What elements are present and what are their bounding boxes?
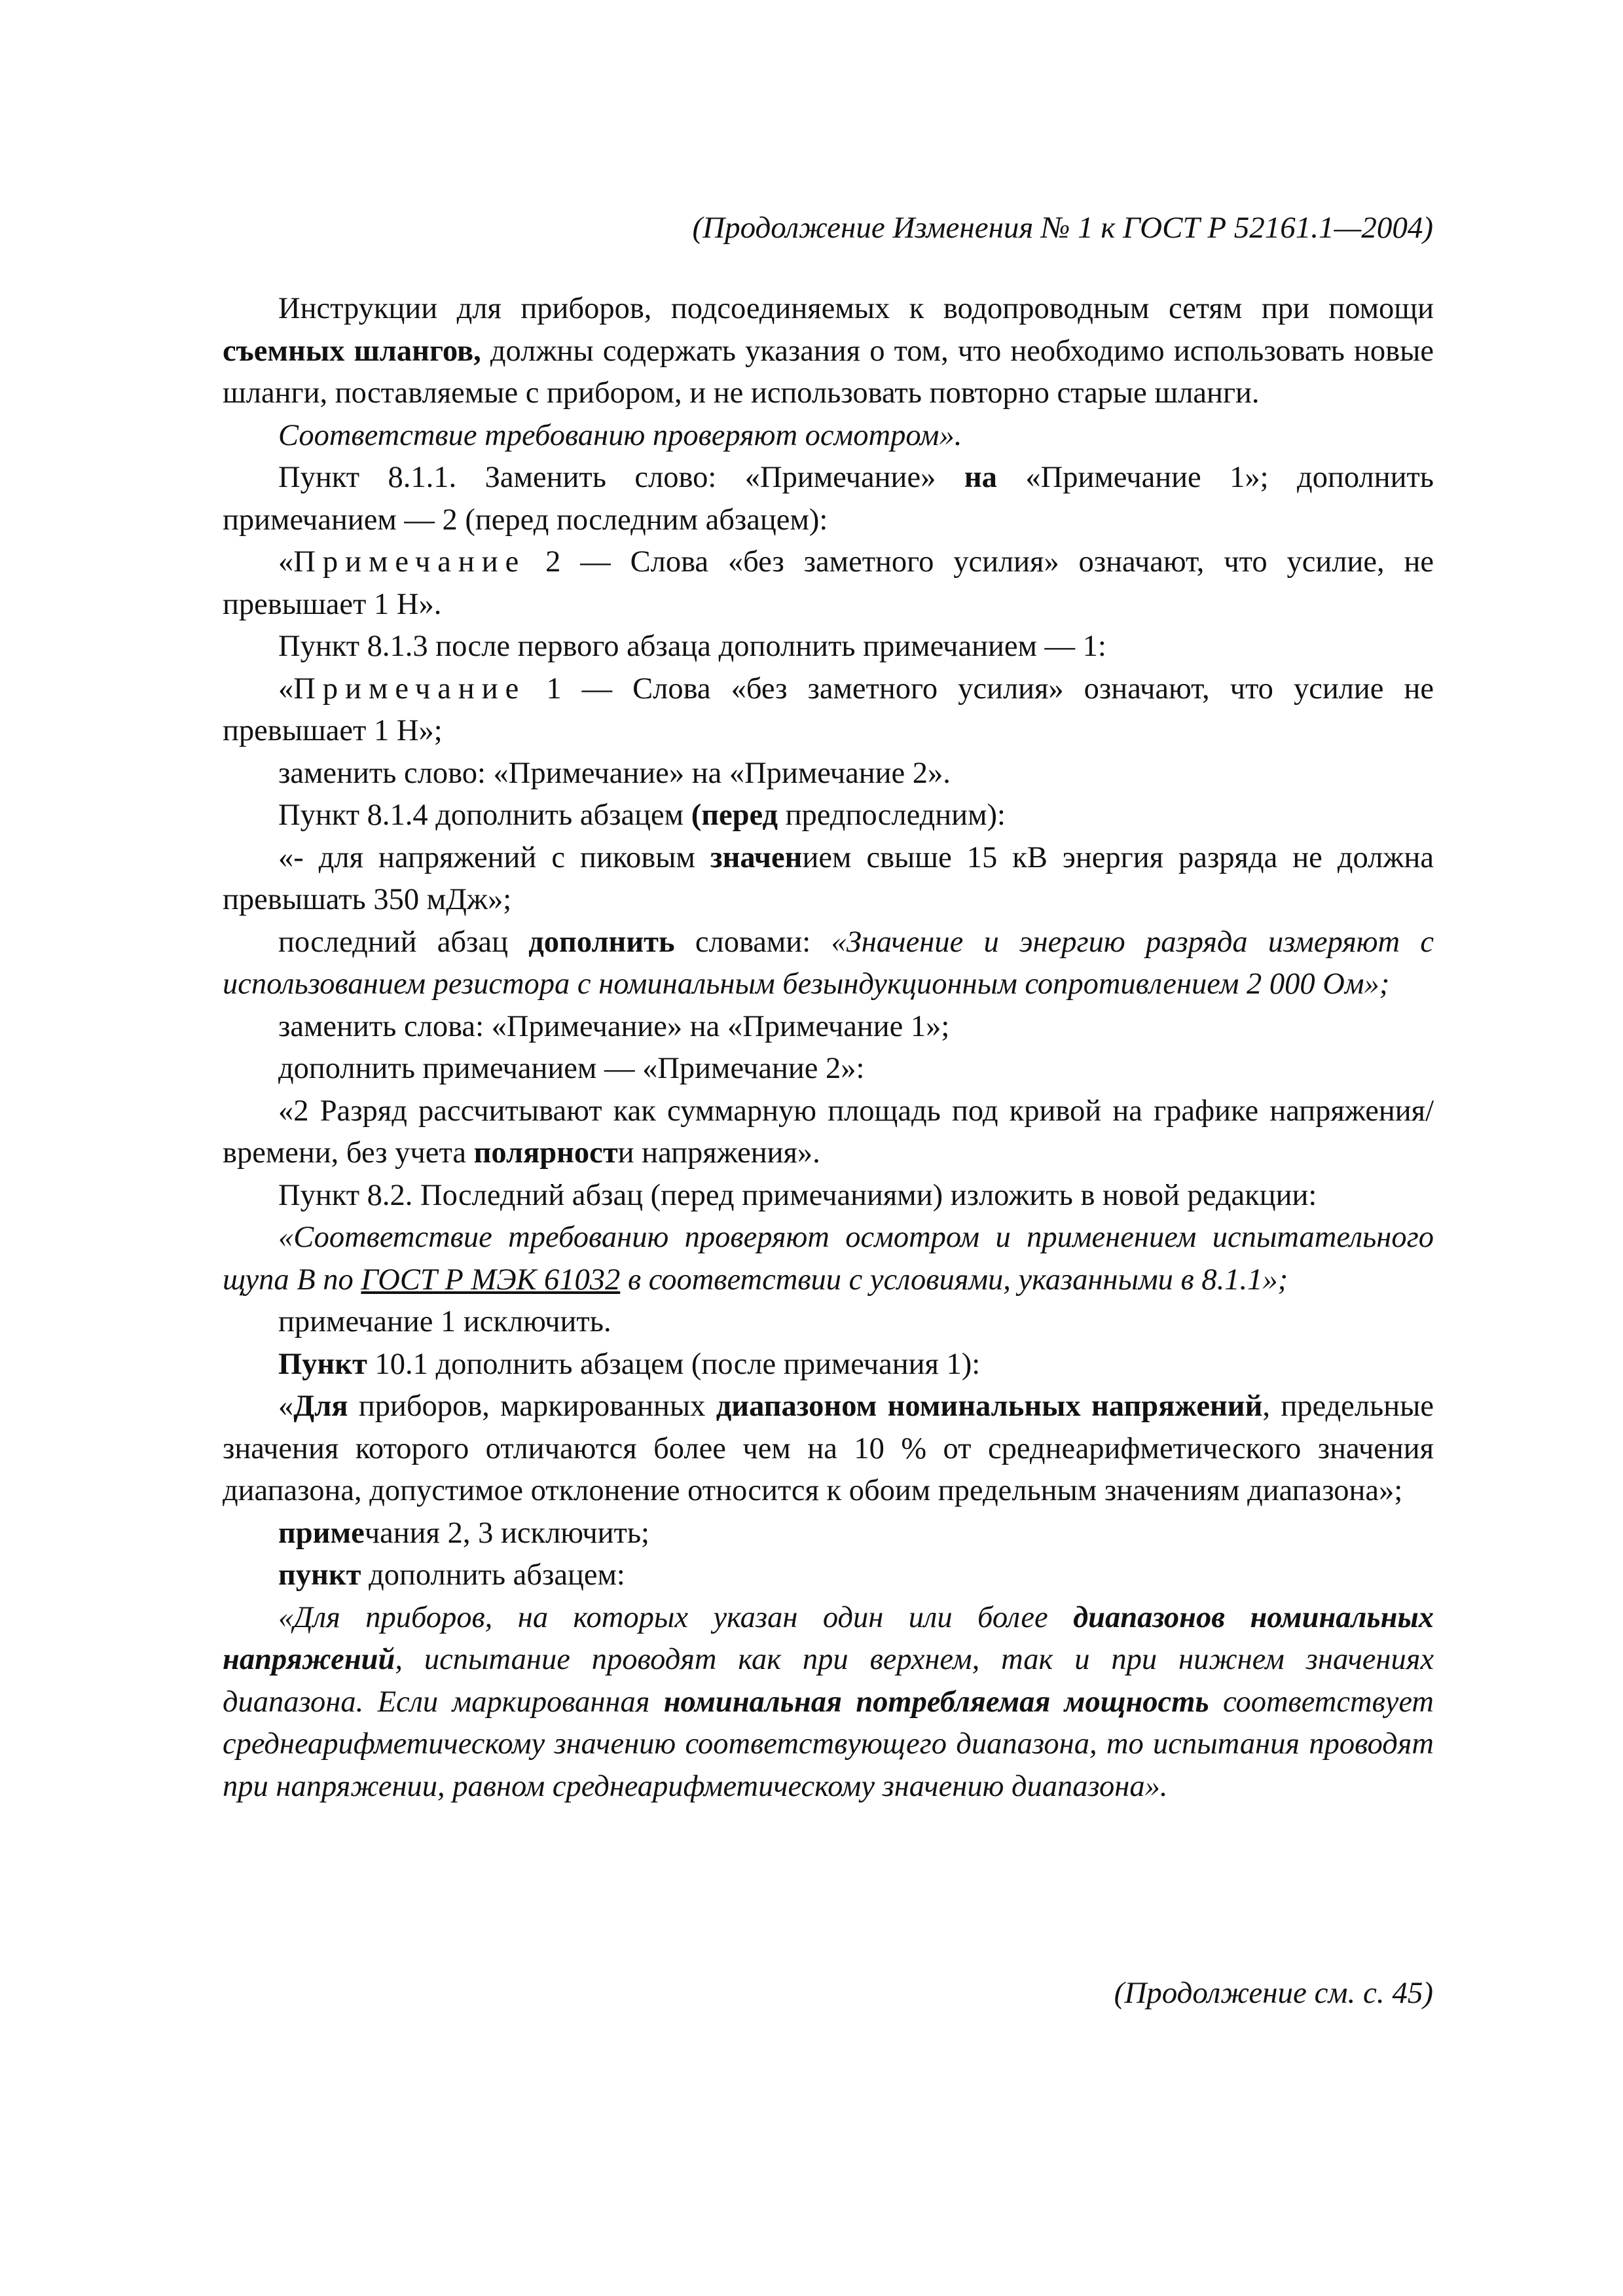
text-run: 2 — Слова «без заметного усилия» означают, что усилие, не превышает 1 Н». xyxy=(223,545,1434,621)
paragraph xyxy=(223,1301,1434,1344)
text-run: словами: xyxy=(674,925,831,959)
text-run: на xyxy=(964,461,997,494)
text-run: Пункт 8.1.4 дополнить абзацем xyxy=(278,798,691,832)
paragraph xyxy=(223,1597,1434,1808)
text-run: заменить слова: «Примечание» на «Примечание 1»; xyxy=(278,1009,950,1043)
paragraph xyxy=(223,457,1434,541)
text-run: последний абзац xyxy=(278,925,529,959)
text-run: «Примечание 1»; дополнить примечанием — 2 (перед последним абзацем): xyxy=(223,461,1434,537)
text-run: диапазонов номинальных напряжений xyxy=(223,1600,1434,1676)
text-run: «Значение и энергию разряда измеряют с использованием резистора с номинальным безындукционным сопротивлением 2 000 Ом»; xyxy=(223,925,1434,1001)
text-run: Для xyxy=(293,1390,348,1423)
paragraph xyxy=(223,837,1434,922)
page-footer: (Продолжение см. с. 45) xyxy=(1114,1976,1433,2010)
paragraph xyxy=(223,795,1434,837)
paragraph xyxy=(223,1006,1434,1049)
text-run: приборов, маркированных xyxy=(348,1390,716,1423)
text-run: дополнить xyxy=(528,925,675,959)
text-run: Примечание xyxy=(293,545,526,579)
text-run: соответствует среднеарифметическому значению соответствующего диапазона, то испытания проводят при напряжении, равном среднеарифметическому значению диапазона». xyxy=(223,1685,1434,1803)
text-run: полярност xyxy=(473,1136,618,1170)
paragraph xyxy=(223,922,1434,1006)
text-run: Примечание xyxy=(293,672,526,706)
text-run: Пункт 8.2. Последний абзац (перед примечаниями) изложить в новой редакции: xyxy=(278,1178,1317,1212)
text-run: «2 Разряд рассчитывают как суммарную площадь под кривой на графике напряжения/времени, без учета xyxy=(223,1094,1434,1170)
paragraph xyxy=(223,1090,1434,1175)
text-run: «Соответствие требованию проверяют осмотром и применением испытательного щупа В по xyxy=(223,1221,1434,1297)
text-run: « xyxy=(278,545,294,579)
paragraph xyxy=(223,541,1434,626)
text-run: диапазоном номинальных напряжений xyxy=(716,1390,1263,1423)
document-body xyxy=(223,288,1434,1808)
text-run: Пункт 8.1.1. Заменить слово: «Примечание» xyxy=(278,461,964,494)
text-run: (перед xyxy=(691,798,778,832)
text-run: и напряжения». xyxy=(617,1136,820,1170)
paragraph xyxy=(223,288,1434,415)
text-run: пункт xyxy=(278,1558,361,1592)
paragraph xyxy=(223,1048,1434,1090)
paragraph xyxy=(223,1217,1434,1301)
text-run: примечание 1 исключить. xyxy=(278,1305,611,1338)
text-run: съемных шлангов, xyxy=(223,334,481,368)
text-run: «Для приборов, на которых указан один или более xyxy=(278,1600,1074,1634)
text-run: 10.1 дополнить абзацем (после примечания 1): xyxy=(367,1347,981,1381)
text-run: приме xyxy=(278,1516,365,1550)
paragraph xyxy=(223,415,1434,457)
text-run: «- для напряжений с пиковым xyxy=(278,840,710,874)
text-run: , предельные значения которого отличаются более чем на 10 % от среднеарифметического значения диапазона, допустимое отклонение относится к обоим предельным значениям диапазона»; xyxy=(223,1390,1434,1507)
text-run: должны содержать указания о том, что необходимо использовать новые шланги, поставляемые с прибором, и не использовать повторно старые шланги. xyxy=(223,334,1434,410)
text-run: чания 2, 3 исключить; xyxy=(364,1516,649,1550)
text-run: дополнить примечанием — «Примечание 2»: xyxy=(278,1052,865,1085)
paragraph xyxy=(223,1513,1434,1555)
paragraph xyxy=(223,668,1434,753)
paragraph xyxy=(223,1175,1434,1217)
text-run: Пункт xyxy=(278,1347,367,1381)
text-run: Соответствие требованию проверяют осмотром». xyxy=(278,418,962,452)
paragraph xyxy=(223,753,1434,795)
paragraph xyxy=(223,1554,1434,1597)
text-run: , испытание проводят как при верхнем, так и при нижнем значениях диапазона. Если маркированная xyxy=(223,1643,1434,1719)
page-header: (Продолжение Изменения № 1 к ГОСТ Р 52161.1—2004) xyxy=(692,211,1433,245)
text-run: Инструкции для приборов, подсоединяемых к водопроводным сетям при помощи xyxy=(278,292,1434,325)
text-run: предпоследним): xyxy=(778,798,1006,832)
text-run: номинальная потребляемая мощность xyxy=(663,1685,1209,1719)
text-run: Пункт 8.1.3 после первого абзаца дополнить примечанием — 1: xyxy=(278,630,1106,663)
paragraph xyxy=(223,626,1434,668)
paragraph xyxy=(223,1344,1434,1386)
text-run: значен xyxy=(710,840,803,874)
text-run: ГОСТ Р МЭК 61032 xyxy=(361,1263,621,1297)
text-run: дополнить абзацем: xyxy=(361,1558,625,1592)
text-run: 1 — Слова «без заметного усилия» означают, что усилие не превышает 1 Н»; xyxy=(223,672,1434,747)
text-run: заменить слово: «Примечание» на «Примечание 2». xyxy=(278,756,951,790)
text-run: ием свыше 15 кВ энергия разряда не должна превышать 350 мДж»; xyxy=(223,840,1434,916)
text-run: « xyxy=(278,672,294,706)
text-run: в соответствии с условиями, указанными в 8.1.1»; xyxy=(620,1263,1288,1297)
text-run: « xyxy=(278,1390,294,1423)
paragraph xyxy=(223,1386,1434,1513)
